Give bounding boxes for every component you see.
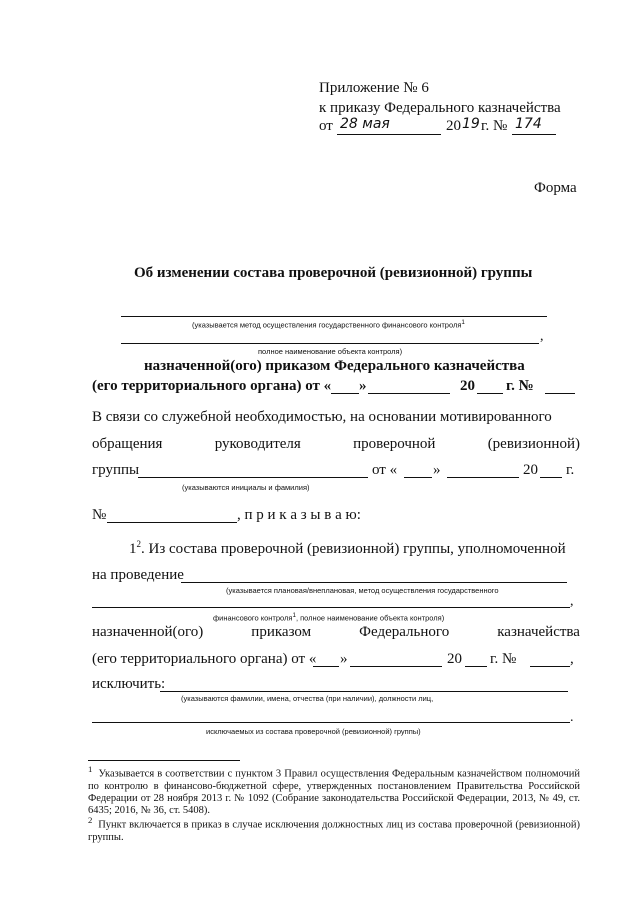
item-1-text: $1^2$. Из состава проверочной (ревизионной) группы, уполномоченной [129,539,566,557]
close-quote-2: » [433,462,441,478]
close-quote-3: » [340,651,348,667]
caption-planned: (указывается плановая/внеплановая, метод осуществления государственного [226,586,499,595]
territorial-line-2: (его территориального органа) от « [92,651,317,667]
close-quote: » [359,378,367,394]
footnote-1: $^1$ Указывается в соответствии с пунктом 3 Правил осуществления Федеральным казначейством полномочий по контролю в финансово-бюджетной сфере, утвержденных постановлением Правительства Российской Федерации от 28 ноября 2013 г. № 1092 (Собрание законодательства Российской Федерации, 2013, № 49, ст. 6435; 2016, № 36, ст. 5408). [88,764,581,816]
comma-2: , [570,594,574,609]
on-conduct: на проведение [92,567,184,583]
number-label: г. № [481,118,508,134]
number-sign-2: г. № [490,651,517,667]
order-number-sign: № [92,507,107,523]
paragraph-line-2: обращения руководителя проверочной (ревизионной) [92,436,580,452]
comma-3: , [570,651,574,667]
paragraph-line-1: В связи со служебной необходимостью, на основании мотивированного [92,409,552,425]
handwritten-date: 28 мая [340,116,390,132]
form-label: Форма [534,180,577,196]
year-suffix: г. [566,462,575,478]
caption-fin-control: финансового контроля$^1$, полное наименование объекта контроля) [213,612,445,623]
appointed-line: назначенной(ого) приказом Федерального казначейства [144,358,525,374]
handwritten-year: 19 [462,116,480,132]
order-word: , п р и к а з ы в а ю: [237,507,361,523]
exclude-word: исключить: [92,676,166,692]
caption-initials: (указываются инициалы и фамилия) [182,483,310,492]
appointed-words: назначенной(ого) приказом Федерального казначейства [92,624,580,640]
handwritten-number: 174 [515,116,542,132]
caption-object: полное наименование объекта контроля) [258,347,403,356]
group-word: группы [92,462,140,478]
caption-surnames: (указываются фамилии, имена, отчества (при наличии), должности лиц, [181,694,434,703]
year-20-2: 20 [523,462,538,478]
caption-method: (указывается метод осуществления государственного финансового контроля$^1$ [192,319,465,330]
appendix-order-ref: к приказу Федерального казначейства [319,100,561,116]
year-prefix: 20 [446,118,461,134]
caption-excluded: исключаемых из состава проверочной (ревизионной) группы) [206,727,421,736]
appendix-number: Приложение № 6 [319,80,429,96]
footnote-2: $^2$ Пункт включается в приказ в случае исключения должностных лиц из состава проверочной (ревизионной) группы. [88,815,581,843]
comma: , [540,329,544,344]
year-20-3: 20 [447,651,462,667]
period: . [570,710,574,725]
number-sign: г. № [506,378,534,394]
appendix-date-prefix: от [319,118,333,134]
territorial-line-start: (его территориального органа) от « [92,378,332,394]
year-20: 20 [460,378,475,394]
document-title: Об изменении состава проверочной (ревизионной) группы [134,265,533,281]
from-quote: от « [372,462,398,478]
